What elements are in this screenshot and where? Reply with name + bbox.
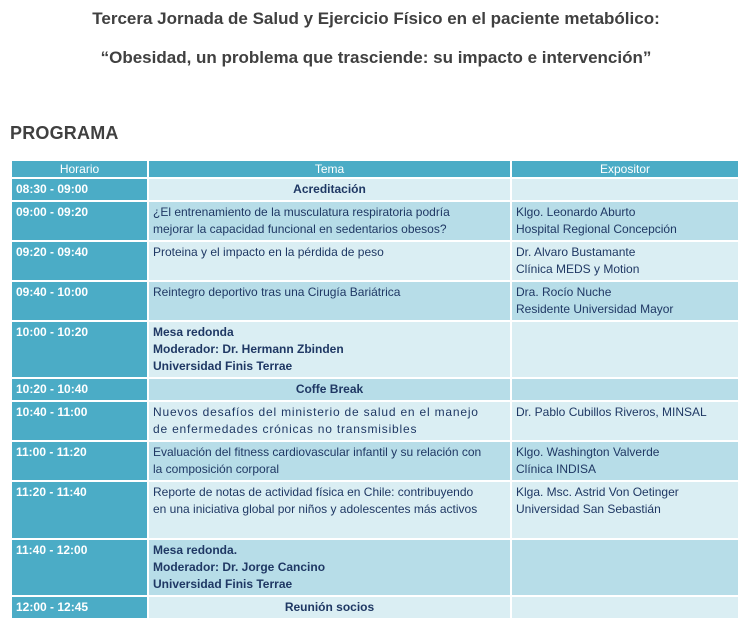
tema-cell: [149, 179, 510, 200]
tema-line: Proteina y el impacto en la pérdida de peso: [153, 245, 384, 259]
time-cell: 10:40 - 11:00: [12, 402, 147, 440]
expositor-line: Klgo. Washington Valverde: [516, 445, 660, 459]
table-row: [12, 402, 738, 440]
tema-cell: [149, 322, 510, 377]
time-cell: 08:30 - 09:00: [12, 179, 147, 200]
table-row: [12, 379, 738, 400]
time-cell: 11:40 - 12:00: [12, 540, 147, 595]
tema-cell: [149, 202, 510, 240]
tema-cell: [149, 597, 510, 618]
table-row: [12, 202, 738, 240]
table-row: [12, 442, 738, 480]
tema-line: de enfermedades crónicas no transmisibles: [153, 422, 418, 436]
table-row: [12, 322, 738, 377]
expositor-line: Hospital Regional Concepción: [516, 222, 677, 236]
expositor-line: Dr. Alvaro Bustamante: [516, 245, 636, 259]
expositor-cell: [512, 402, 738, 440]
event-subtitle: “Obesidad, un problema que trasciende: su impacto e intervención”: [100, 48, 652, 67]
table-row: [12, 482, 738, 538]
expositor-cell: [512, 322, 738, 377]
column-header-tema: Tema: [149, 161, 510, 177]
tema-cell: [149, 540, 510, 595]
expositor-cell: [512, 442, 738, 480]
expositor-line: Dr. Pablo Cubillos Riveros, MINSAL: [516, 405, 707, 419]
tema-cell: [149, 282, 510, 320]
tema-cell: [149, 242, 510, 280]
time-cell: 12:00 - 12:45: [12, 597, 147, 618]
column-header-expositor: Expositor: [512, 161, 738, 177]
time-cell: 11:20 - 11:40: [12, 482, 147, 538]
tema-line: Universidad Finis Terrae: [153, 359, 293, 373]
section-heading: PROGRAMA: [10, 123, 119, 143]
tema-cell: [149, 482, 510, 538]
time-cell: 09:00 - 09:20: [12, 202, 147, 240]
tema-line: Mesa redonda.: [153, 543, 238, 557]
tema-line: Moderador: Dr. Hermann Zbinden: [153, 342, 344, 356]
expositor-line: Dra. Rocío Nuche: [516, 285, 612, 299]
time-cell: 10:00 - 10:20: [12, 322, 147, 377]
tema-line: Evaluación del fitness cardiovascular infantil y su relación con: [153, 445, 482, 459]
tema-line: Reporte de notas de actividad física en Chile: contribuyendo: [153, 485, 474, 499]
time-cell: 11:00 - 11:20: [12, 442, 147, 480]
expositor-cell: [512, 179, 738, 200]
time-cell: 09:40 - 10:00: [12, 282, 147, 320]
expositor-cell: [512, 540, 738, 595]
tema-line: en una iniciativa global por niños y adolescentes más activos: [153, 502, 478, 516]
tema-line: Reunión socios: [284, 600, 375, 614]
table-row: [12, 242, 738, 280]
expositor-line: Residente Universidad Mayor: [516, 302, 674, 316]
tema-line: Moderador: Dr. Jorge Cancino: [153, 560, 326, 574]
expositor-cell: [512, 379, 738, 400]
column-header-horario: Horario: [12, 161, 147, 177]
tema-line: Nuevos desafíos del ministerio de salud en el manejo: [153, 405, 479, 419]
expositor-line: Universidad San Sebastián: [516, 502, 661, 516]
table-header-row: [12, 161, 738, 177]
tema-line: Coffe Break: [295, 382, 364, 396]
table-row: [12, 540, 738, 595]
table-row: [12, 179, 738, 200]
tema-line: Acreditación: [293, 182, 366, 196]
expositor-line: Klga. Msc. Astrid Von Oetinger: [516, 485, 679, 499]
expositor-cell: [512, 482, 738, 538]
expositor-cell: [512, 597, 738, 618]
table-row: [12, 597, 738, 618]
tema-line: Reintegro deportivo tras una Cirugía Bariátrica: [153, 285, 401, 299]
expositor-cell: [512, 242, 738, 280]
time-cell: 10:20 - 10:40: [12, 379, 147, 400]
tema-line: la composición corporal: [153, 462, 280, 476]
expositor-line: Klgo. Leonardo Aburto: [516, 205, 636, 219]
tema-line: Universidad Finis Terrae: [153, 577, 293, 591]
tema-cell: [149, 379, 510, 400]
expositor-line: Clínica INDISA: [516, 462, 597, 476]
tema-cell: [149, 402, 510, 440]
expositor-line: Clínica MEDS y Motion: [516, 262, 640, 276]
time-cell: 09:20 - 09:40: [12, 242, 147, 280]
program-table: [10, 159, 740, 620]
tema-line: ¿El entrenamiento de la musculatura respiratoria podría: [153, 205, 450, 219]
tema-cell: [149, 442, 510, 480]
expositor-cell: [512, 282, 738, 320]
tema-line: Mesa redonda: [153, 325, 234, 339]
event-title: Tercera Jornada de Salud y Ejercicio Físico en el paciente metabólico:: [92, 9, 660, 28]
tema-line: mejorar la capacidad funcional en sedentarios obesos?: [153, 222, 447, 236]
table-row: [12, 282, 738, 320]
expositor-cell: [512, 202, 738, 240]
